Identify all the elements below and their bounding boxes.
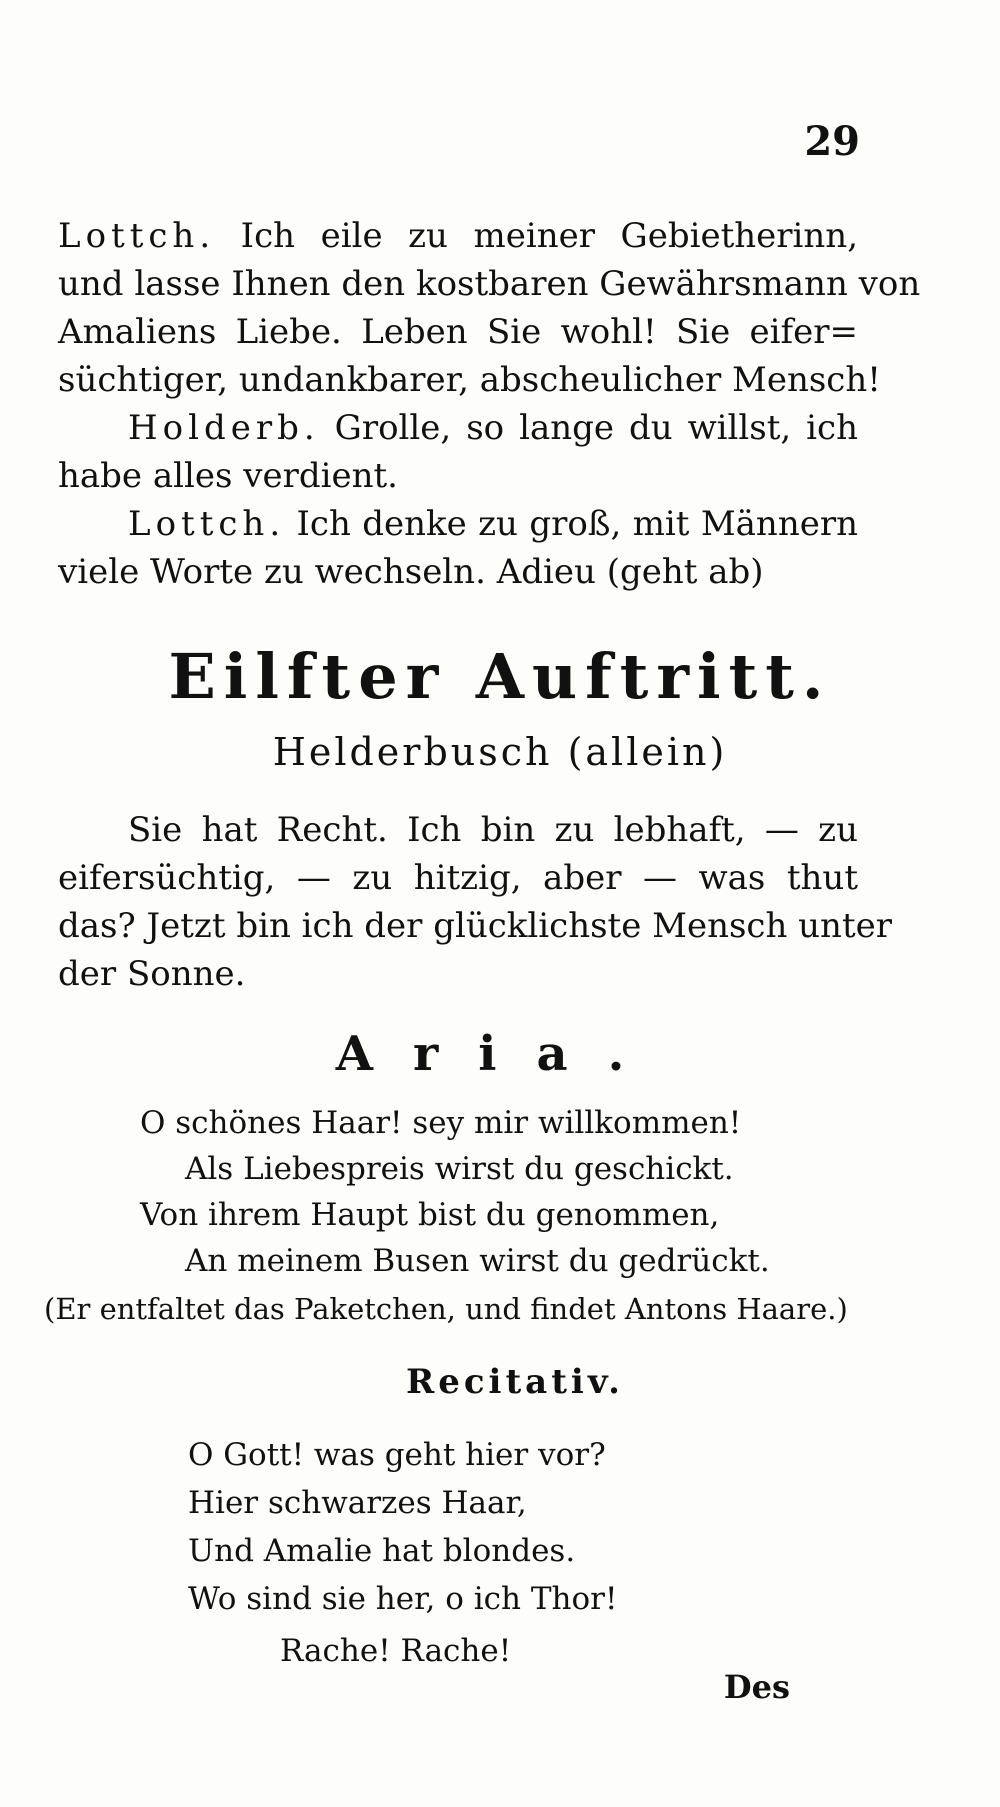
recitativ-heading: Recitativ. [405, 1362, 625, 1402]
dialogue-text: Grolle, so lange du willst, ich [319, 408, 858, 448]
monologue-line: das? Jetzt bin ich der glücklichste Mensch unter [58, 906, 892, 946]
speaker-name: Holderb. [128, 408, 320, 448]
dialogue-line [58, 404, 858, 452]
aria-verse: An meinem Busen wirst du gedrückt. [185, 1243, 770, 1279]
dialogue-line: süchtiger, undankbarer, abscheulicher Mensch! [58, 360, 881, 400]
recitativ-line: Wo sind sie her, o ich Thor! [188, 1581, 618, 1617]
monologue [58, 806, 892, 998]
aria-verse: O schönes Haar! sey mir willkommen! [140, 1105, 742, 1141]
speaker-name: Lottch. [58, 216, 216, 256]
dialogue-line [58, 500, 858, 548]
dialogue-lottch-2 [58, 500, 858, 596]
monologue-line: Sie hat Recht. Ich bin zu lebhaft, — zu [128, 810, 858, 850]
page-number: 29 [804, 118, 860, 165]
recitativ-line: Und Amalie hat blondes. [188, 1533, 576, 1569]
dialogue-holderb [58, 404, 858, 500]
dialogue-lottch-1 [58, 212, 921, 404]
dialogue-text: Ich eile zu meiner Gebietherinn, [215, 216, 858, 256]
recitativ-line: Rache! Rache! [280, 1633, 512, 1669]
dialogue-line: und lasse Ihnen den kostbaren Gewährsmann von [58, 264, 921, 304]
scene-title: Eilfter Auftritt. [168, 640, 832, 713]
dialogue-text: Ich denke zu groß, mit Männern [285, 504, 858, 544]
dialogue-line [58, 212, 858, 260]
stage-direction: (Er entfaltet das Paketchen, und findet Antons Haare.) [44, 1292, 848, 1326]
aria-heading: Aria. [335, 1026, 665, 1082]
monologue-line: der Sonne. [58, 954, 246, 994]
recitativ-line: Hier schwarzes Haar, [188, 1485, 527, 1521]
dialogue-line: habe alles verdient. [58, 456, 398, 496]
catchword: Des [723, 1668, 790, 1706]
dialogue-line: viele Worte zu wechseln. Adieu (geht ab) [58, 552, 764, 592]
aria-verse: Von ihrem Haupt bist du genommen, [140, 1197, 720, 1233]
scene-person: Helderbusch (allein) [272, 730, 728, 774]
aria-verse: Als Liebespreis wirst du geschickt. [185, 1151, 734, 1187]
monologue-line: eifersüchtig, — zu hitzig, aber — was thut [58, 858, 858, 898]
dialogue-line: Amaliens Liebe. Leben Sie wohl! Sie eifer= [58, 312, 858, 352]
recitativ-line: O Gott! was geht hier vor? [188, 1437, 606, 1473]
speaker-name: Lottch. [128, 504, 286, 544]
